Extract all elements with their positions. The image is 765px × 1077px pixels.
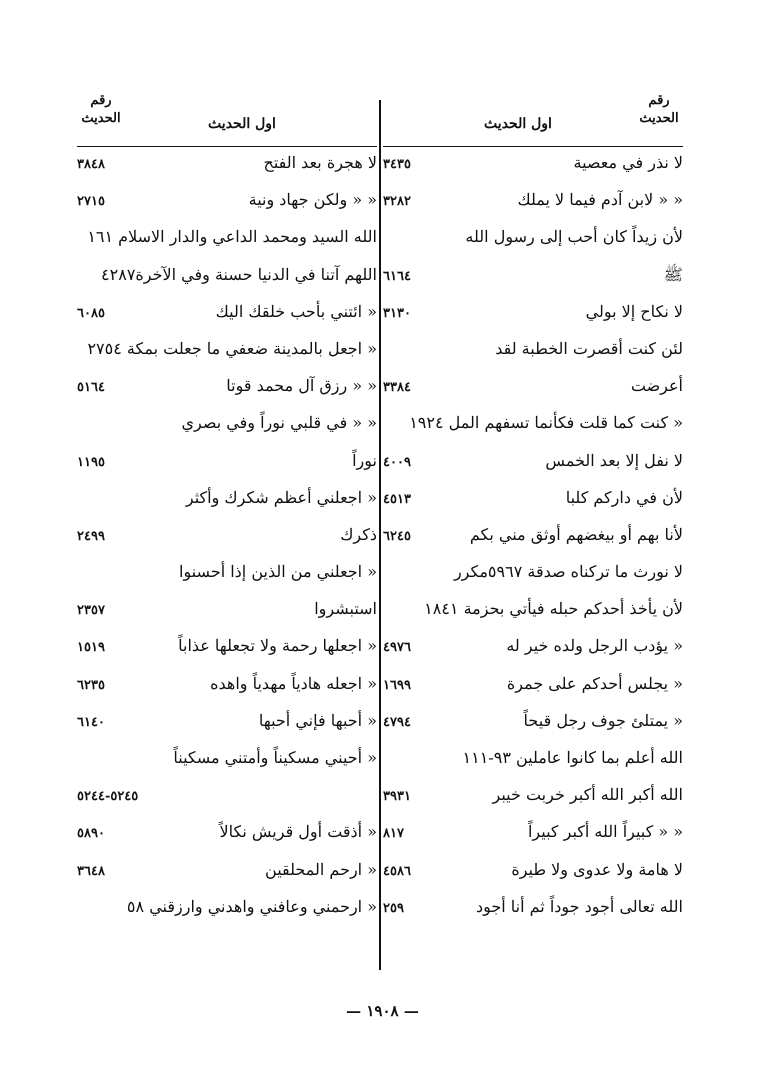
entry-number: ٤٥٨٦	[383, 863, 411, 879]
entry-number: ٥١٦٤	[77, 380, 105, 396]
index-entry	[77, 854, 377, 891]
entry-number: ٦٢٤٥	[383, 528, 411, 544]
index-entry	[77, 370, 377, 407]
entry-number: ٥٨٩٠	[77, 826, 105, 842]
index-entry	[383, 407, 683, 444]
index-entry	[77, 556, 377, 593]
entry-text: استبشروا	[314, 599, 377, 619]
index-entry	[383, 668, 683, 705]
index-entry	[77, 445, 377, 482]
index-entry	[77, 184, 377, 221]
index-entry	[77, 593, 377, 630]
entry-number: ٤٧٩٤	[383, 714, 411, 730]
index-entry	[383, 779, 683, 816]
entry-number: ٦٠٨٥	[77, 305, 105, 321]
entry-text: « أذقت أول قريش نكالاً	[219, 822, 377, 842]
entry-number: ١١٩٥	[77, 454, 105, 470]
index-entry	[383, 296, 683, 333]
index-entry	[77, 333, 377, 370]
index-entry	[77, 742, 377, 779]
entry-number: ٣١٣٠	[383, 305, 411, 321]
index-entry	[383, 630, 683, 667]
entry-number: ٣٤٣٥	[383, 157, 411, 172]
entry-number: ٤٥١٣	[383, 491, 411, 507]
column-divider	[379, 100, 381, 970]
entry-number: ٤٠٠٩	[383, 454, 411, 470]
entry-number: ٢٣٥٧	[77, 603, 105, 619]
index-entry	[383, 333, 683, 370]
entry-text: « اجعلها رحمة ولا تجعلها عذاباً	[178, 636, 377, 656]
entry-number: ١٥١٩	[77, 640, 105, 656]
entry-text: لا نفل إلا بعد الخمس	[545, 450, 683, 470]
index-entry	[77, 482, 377, 519]
hadith-start-header: اول الحديث	[484, 116, 552, 132]
entry-number: ٣٨٤٨	[77, 157, 105, 172]
entry-number: ٣٢٨٢	[383, 194, 411, 210]
entry-number: ٦١٦٤	[383, 268, 411, 284]
index-entry	[383, 221, 683, 258]
entry-text: لا هجرة بعد الفتح	[263, 153, 377, 172]
index-entry	[77, 259, 377, 296]
entry-number: ٤٩٧٦	[383, 640, 411, 656]
entry-number: ٦١٤٠	[77, 714, 105, 730]
entry-number: ٦٢٣٥	[77, 677, 105, 693]
entry-text: ﷺ	[663, 264, 683, 284]
entry-text: « يجلس أحدكم على جمرة	[506, 673, 683, 693]
entry-text: « اجعلني من الذين إذا أحسنوا	[179, 562, 377, 582]
index-entry	[77, 407, 377, 444]
entry-text: « اجعلني أعظم شكرك وأكثر	[185, 487, 377, 507]
page-number: — ١٩٠٨ —	[346, 1002, 419, 1020]
left-entries-list	[77, 147, 377, 928]
index-entry	[383, 854, 683, 891]
entry-text: الله السيد ومحمد الداعي والدار الاسلام ١٦١	[87, 227, 377, 247]
index-entry	[383, 891, 683, 928]
entry-text: نوراً	[352, 450, 377, 470]
entry-number: ٣٣٨٤	[383, 380, 411, 396]
entry-text: الله أكبر الله أكبر خربت خيبر	[492, 785, 683, 805]
index-entry	[77, 221, 377, 258]
index-entry	[77, 891, 377, 928]
entry-text: « « في قلبي نوراً وفي بصري	[181, 413, 377, 433]
index-entry	[383, 556, 683, 593]
index-entry	[77, 519, 377, 556]
left-column-header	[77, 88, 377, 147]
entry-text: « أحيني مسكيناً وأمتني مسكيناً	[173, 748, 377, 767]
entry-number: ١٦٩٩	[383, 677, 411, 693]
index-entry	[77, 147, 377, 184]
entry-number: ٣٦٤٨	[77, 863, 105, 879]
entry-text: « اجعله هادياً مهدياً واهده	[210, 673, 377, 693]
entry-text: أعرضت	[630, 376, 683, 396]
entry-text: « « رزق آل محمد قوتا	[226, 376, 377, 396]
entry-number: ٢٤٩٩	[77, 528, 105, 544]
entry-text: الله أعلم بما كانوا عاملين ٩٣-١١١	[462, 748, 683, 767]
index-entry	[77, 296, 377, 333]
entry-text: لا نورث ما تركناه صدقة ٥٩٦٧مكرر	[453, 562, 683, 582]
entry-text: لأن يأخذ أحدكم حبله فيأتي بحزمة ١٨٤١	[424, 599, 683, 619]
entry-number: ٢٧١٥	[77, 194, 105, 210]
entry-text: لئن كنت أقصرت الخطبة لقد	[495, 338, 683, 358]
entry-text: « « ولكن جهاد ونية	[248, 190, 377, 210]
right-column	[383, 88, 683, 928]
index-entry	[383, 147, 683, 184]
index-entry	[77, 779, 377, 816]
entry-text: ذكرك	[340, 524, 377, 544]
index-entry	[383, 593, 683, 630]
entry-number: ٢٥٩	[383, 900, 404, 916]
entry-text: لأن في داركم كلبا	[565, 487, 683, 507]
index-entry	[383, 742, 683, 779]
index-entry	[383, 370, 683, 407]
index-entry	[383, 445, 683, 482]
entry-text: « « لابن آدم فيما لا يملك	[517, 190, 683, 210]
entry-text: « كنت كما قلت فكأنما تسفهم المل ١٩٢٤	[409, 413, 683, 433]
entry-text: « « كبيراً الله أكبر كبيراً	[527, 822, 683, 842]
index-entry	[383, 259, 683, 296]
entry-text: « أحبها فإني أحبها	[258, 710, 377, 730]
index-entry	[383, 519, 683, 556]
number-header: رقم الحديث	[639, 93, 679, 126]
entry-number: ٨١٧	[383, 826, 404, 842]
index-entry	[77, 668, 377, 705]
left-column	[77, 88, 377, 928]
index-entry	[383, 184, 683, 221]
entry-text: لا نكاح إلا بولي	[585, 301, 683, 321]
entry-number: ٣٩٣١	[383, 789, 411, 805]
entry-text: « يمتلئ جوف رجل قيحاً	[523, 710, 683, 730]
index-entry	[383, 816, 683, 853]
index-entry	[77, 630, 377, 667]
entry-text: لا هامة ولا عدوى ولا طيرة	[511, 859, 683, 879]
entry-text: اللهم آتنا في الدنيا حسنة وفي الآخرة٤٢٨٧	[101, 264, 377, 284]
index-entry	[383, 482, 683, 519]
right-column-header	[383, 88, 683, 147]
entry-text: « ارحم المحلقين	[265, 859, 377, 879]
entry-text: الله تعالى أجود جوداً ثم أنا أجود	[475, 896, 683, 916]
index-entry	[77, 816, 377, 853]
right-entries-list	[383, 147, 683, 928]
entry-text: « يؤدب الرجل ولده خير له	[506, 636, 683, 656]
entry-text: لأن زيداً كان أحب إلى رسول الله	[465, 227, 683, 247]
entry-text: « ارحمني وعافني واهدني وارزقني ٥٨	[126, 896, 377, 916]
index-entry	[77, 705, 377, 742]
entry-text: لأنا بهم أو بيغضهم أوثق مني بكم	[469, 524, 683, 544]
entry-text: « اجعل بالمدينة ضعفي ما جعلت بمكة ٢٧٥٤	[87, 338, 377, 358]
index-entry	[383, 705, 683, 742]
number-header: رقم الحديث	[81, 93, 121, 126]
entry-text: لا نذر في معصية	[573, 153, 683, 172]
entry-number: ٥٢٤٥-٥٢٤٤	[77, 789, 139, 805]
entry-text: « ائتني بأحب خلقك اليك	[215, 301, 377, 321]
hadith-start-header: اول الحديث	[208, 116, 276, 132]
